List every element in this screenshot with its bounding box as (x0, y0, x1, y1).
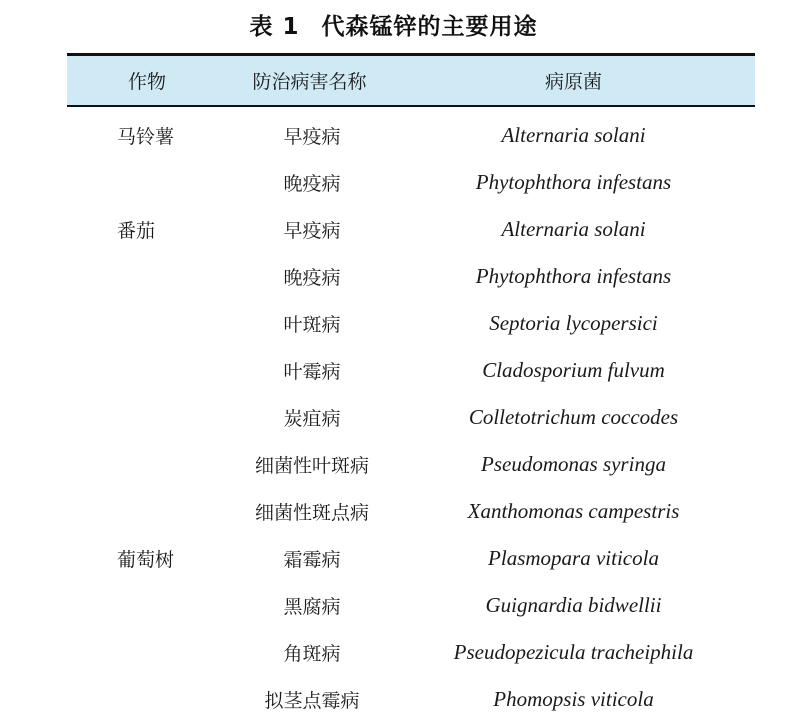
cell-disease: 叶斑病 (283, 314, 341, 336)
cell-pathogen: Colletotrichum coccodes (468, 405, 679, 429)
cell-disease: 霜霉病 (283, 549, 341, 571)
cell-crop: 葡萄树 (117, 549, 175, 571)
cell-disease: 炭疽病 (283, 408, 341, 430)
table-row (67, 394, 755, 441)
table-row (67, 159, 755, 206)
table-title (0, 8, 787, 41)
header-pathogen: 病原菌 (544, 71, 602, 93)
table-body (67, 107, 755, 723)
table-row (67, 112, 755, 159)
table-row (67, 488, 755, 535)
cell-pathogen: Pseudopezicula tracheiphila (453, 640, 694, 664)
cell-pathogen: Alternaria solani (501, 217, 646, 241)
cell-disease: 黑腐病 (283, 596, 341, 618)
table-row (67, 441, 755, 488)
cell-disease: 晚疫病 (283, 173, 341, 195)
cell-pathogen: Septoria lycopersici (489, 311, 658, 335)
cell-pathogen: Cladosporium fulvum (482, 358, 665, 382)
header-disease: 防治病害名称 (252, 71, 367, 93)
table-row (67, 206, 755, 253)
cell-disease: 早疫病 (283, 220, 341, 242)
header-crop: 作物 (127, 71, 166, 93)
cell-disease: 角斑病 (283, 643, 341, 665)
table-row (67, 253, 755, 300)
cell-pathogen: Guignardia bidwellii (485, 593, 662, 617)
table-row (67, 582, 755, 629)
table-number: 表 1 (249, 14, 300, 40)
table-caption: 代森锰锌的主要用途 (321, 14, 538, 40)
cell-pathogen: Phytophthora infestans (475, 170, 672, 194)
cell-disease: 细菌性斑点病 (254, 502, 369, 524)
cell-disease: 早疫病 (283, 126, 341, 148)
cell-pathogen: Phytophthora infestans (475, 264, 672, 288)
data-table (67, 53, 755, 723)
cell-pathogen: Alternaria solani (501, 123, 646, 147)
table-row (67, 629, 755, 676)
cell-disease: 晚疫病 (283, 267, 341, 289)
cell-disease: 拟茎点霉病 (264, 690, 360, 712)
table-header (67, 56, 755, 107)
cell-pathogen: Pseudomonas syringa (481, 452, 666, 476)
table-row (67, 535, 755, 582)
cell-crop: 番茄 (117, 220, 156, 242)
cell-disease: 细菌性叶斑病 (254, 455, 369, 477)
cell-crop: 马铃薯 (117, 126, 175, 148)
table-row (67, 347, 755, 394)
table-row (67, 300, 755, 347)
cell-pathogen: Plasmopara viticola (488, 546, 659, 570)
cell-pathogen: Phomopsis viticola (493, 687, 654, 711)
cell-disease: 叶霉病 (283, 361, 341, 383)
cell-pathogen: Xanthomonas campestris (467, 499, 680, 523)
